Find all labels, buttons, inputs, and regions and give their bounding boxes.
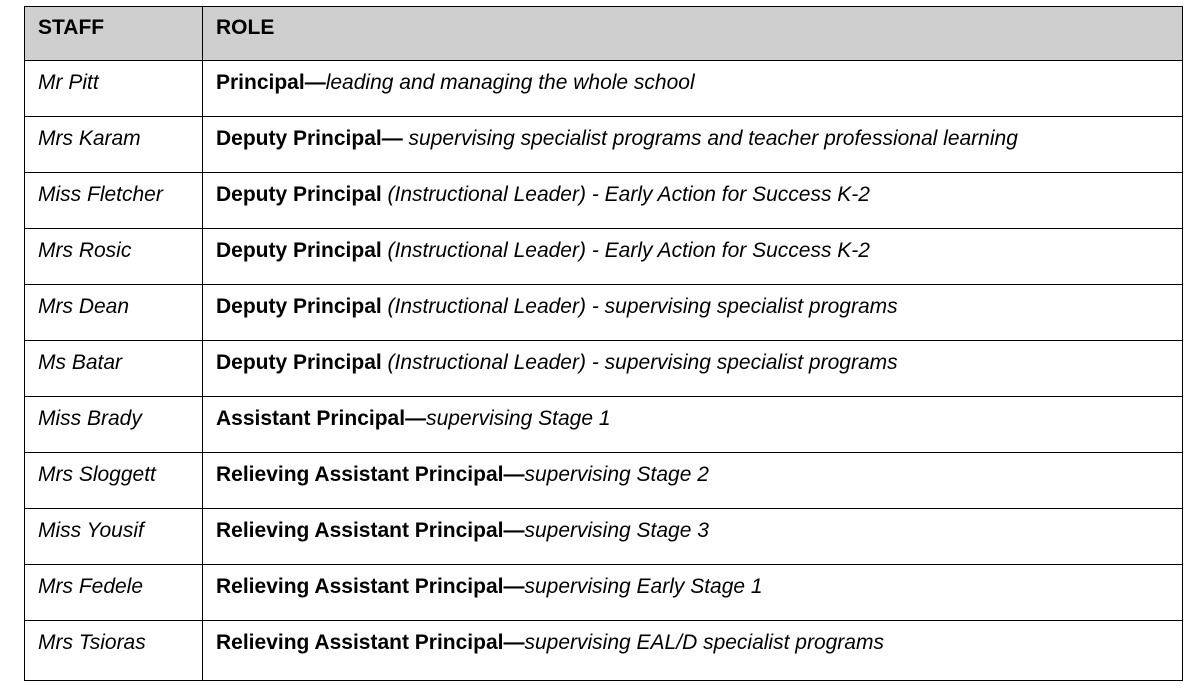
table-row [25, 397, 1183, 453]
staff-name-cell: Miss Yousif [25, 509, 203, 565]
table-row [25, 117, 1183, 173]
role-cell [203, 621, 1183, 681]
staff-name-cell: Miss Fletcher [25, 173, 203, 229]
role-cell [203, 173, 1183, 229]
staff-name-cell: Mrs Rosic [25, 229, 203, 285]
role-cell [203, 509, 1183, 565]
role-separator: - [585, 239, 605, 262]
role-separator: — [503, 463, 525, 486]
table-row [25, 621, 1183, 681]
table-row [25, 341, 1183, 397]
role-title: Relieving Assistant Principal [216, 463, 504, 486]
role-description: supervising Stage 2 [524, 463, 709, 486]
staff-name-cell: Mrs Sloggett [25, 453, 203, 509]
role-title: Deputy Principal [216, 183, 382, 206]
role-title: Assistant Principal [216, 407, 406, 430]
role-separator: — [405, 407, 427, 430]
role-description: supervising specialist programs and teacher professional learning [408, 127, 1018, 150]
staff-name-cell: Mrs Karam [25, 117, 203, 173]
staff-name-cell: Mrs Fedele [25, 565, 203, 621]
staff-name-cell: Mr Pitt [25, 61, 203, 117]
role-qualifier: (Instructional Leader) [381, 183, 586, 206]
role-description: leading and managing the whole school [325, 71, 695, 94]
role-description: Early Action for Success K-2 [604, 183, 870, 206]
table-row [25, 285, 1183, 341]
role-cell [203, 117, 1183, 173]
role-description: supervising EAL/D specialist programs [524, 631, 884, 654]
role-separator: — [503, 519, 525, 542]
role-cell [203, 61, 1183, 117]
role-description: supervising specialist programs [604, 295, 898, 318]
staff-name-cell: Mrs Tsioras [25, 621, 203, 681]
role-cell [203, 341, 1183, 397]
role-separator: — [503, 575, 525, 598]
staff-column-header: STAFF [25, 7, 203, 61]
header-row [25, 7, 1183, 61]
role-separator: - [585, 183, 605, 206]
role-title: Principal [216, 71, 305, 94]
role-separator: — [503, 631, 525, 654]
role-cell [203, 453, 1183, 509]
role-description: supervising Stage 1 [426, 407, 611, 430]
table-row [25, 509, 1183, 565]
role-qualifier: (Instructional Leader) [381, 295, 586, 318]
table-header [25, 7, 1183, 61]
table-row [25, 61, 1183, 117]
role-title: Relieving Assistant Principal [216, 519, 504, 542]
table-body [25, 61, 1183, 681]
staff-name-cell: Mrs Dean [25, 285, 203, 341]
role-title: Deputy Principal [216, 239, 382, 262]
role-separator: — [304, 71, 326, 94]
role-description: Early Action for Success K-2 [604, 239, 870, 262]
role-qualifier: (Instructional Leader) [381, 351, 586, 374]
table-row [25, 229, 1183, 285]
role-title: Deputy Principal [216, 127, 382, 150]
role-description: supervising Stage 3 [524, 519, 709, 542]
role-title: Relieving Assistant Principal [216, 575, 504, 598]
role-separator: - [585, 351, 605, 374]
role-cell [203, 565, 1183, 621]
role-cell [203, 285, 1183, 341]
role-qualifier: (Instructional Leader) [381, 239, 586, 262]
role-cell [203, 397, 1183, 453]
role-separator: - [585, 295, 605, 318]
table-row [25, 565, 1183, 621]
staff-roles-table [24, 6, 1183, 681]
table-row [25, 453, 1183, 509]
role-title: Deputy Principal [216, 351, 382, 374]
staff-name-cell: Miss Brady [25, 397, 203, 453]
role-title: Deputy Principal [216, 295, 382, 318]
staff-name-cell: Ms Batar [25, 341, 203, 397]
table-row [25, 173, 1183, 229]
role-separator: — [381, 127, 409, 150]
role-title: Relieving Assistant Principal [216, 631, 504, 654]
role-column-header: ROLE [203, 7, 1183, 61]
role-description: supervising Early Stage 1 [524, 575, 763, 598]
role-cell [203, 229, 1183, 285]
role-description: supervising specialist programs [604, 351, 898, 374]
